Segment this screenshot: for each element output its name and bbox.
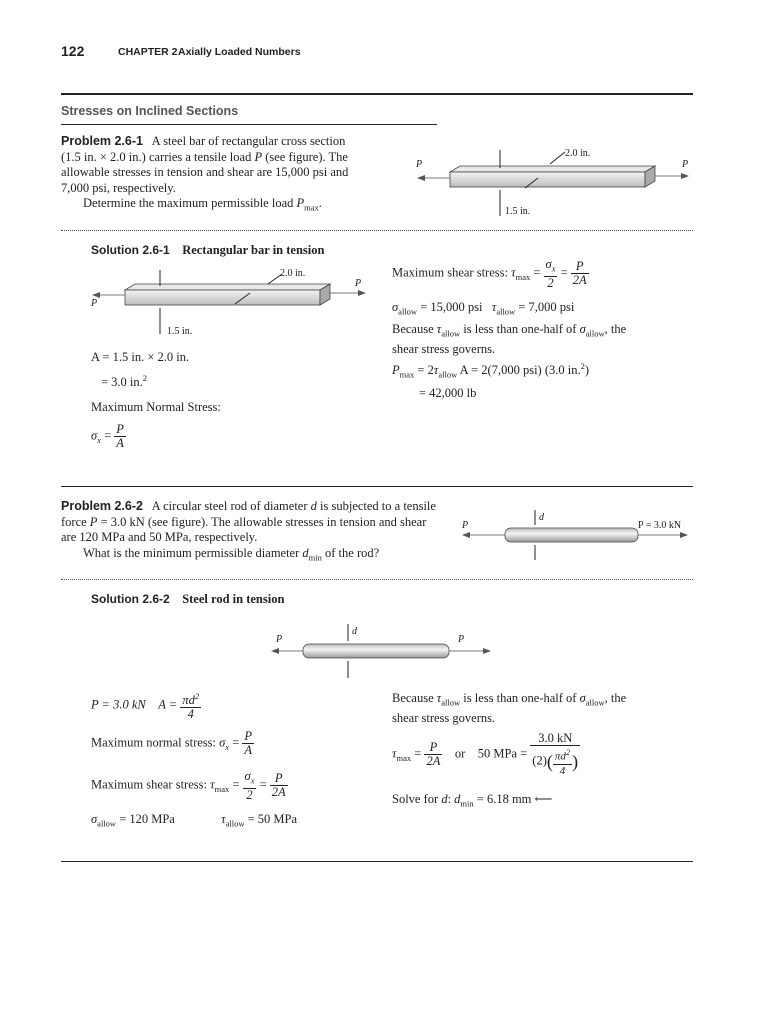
tau-allow-value: = 50 MPa — [244, 812, 298, 826]
normal-label: Maximum normal stress: — [91, 735, 220, 750]
problem-var: P — [254, 149, 263, 164]
allow-sub: allow — [441, 328, 461, 339]
dotted-separator — [61, 230, 693, 231]
solution-title: Rectangular bar in tension — [182, 243, 325, 257]
bar-front-face — [450, 172, 645, 187]
section-rule — [61, 124, 437, 125]
tau-allow-value: = 7,000 psi — [515, 300, 575, 314]
allow-sub: allow — [496, 306, 516, 317]
area-equation — [91, 350, 221, 450]
allow-sub: allow — [97, 818, 117, 829]
text: = 3.0 kN (see figure). The allowable stresses in tension and shear — [97, 514, 427, 529]
text: A = 2(7,000 psi) (3.0 in. — [457, 363, 581, 378]
problem-text: (see figure). The — [262, 149, 348, 164]
fig-label-p-right: P — [355, 278, 362, 289]
sigma-symbol: σ — [392, 300, 399, 314]
frac-num: P — [424, 741, 442, 755]
var: P — [89, 514, 98, 529]
frac-num: P — [116, 422, 124, 437]
shear-stress-eq: Maximum shear stress: $\tau_{max}$ = $\frac{\sigma_x}{2}$ = $\frac{P}{2A}$ — [392, 257, 587, 290]
fig-dim-top: 2.0 in. — [565, 148, 591, 159]
sub: x — [225, 741, 230, 752]
text: force — [61, 514, 90, 529]
sub: min — [308, 552, 322, 562]
frac-num: P — [571, 260, 589, 274]
fig-label-p-left: P — [416, 159, 423, 170]
shear-stress-eq-2: Maximum shear stress: $\tau_{max}$ = $\frac{\sigma_x}{2}$ = $\frac{P}{2A}$ — [91, 769, 286, 802]
problem-text: Determine the maximum permissible load — [83, 196, 297, 210]
section-title: Stresses on Inclined Sections — [61, 104, 239, 118]
bar-top-face — [450, 166, 655, 172]
problem-text: allowable stresses in tension and shear are 15,000 psi and — [61, 165, 349, 179]
frac-den: A — [244, 743, 253, 757]
text: ) — [584, 363, 590, 378]
text: : — [447, 792, 455, 806]
dim-leader-top — [550, 152, 565, 164]
allow-sub: allow — [585, 697, 605, 708]
text: Because — [392, 691, 437, 705]
rect-bar-figure — [410, 140, 700, 220]
sigma-symbol: σ — [91, 812, 98, 826]
p-symbol: P — [392, 363, 400, 378]
sup: 2 — [194, 691, 200, 701]
round-rod-figure-solution — [268, 620, 498, 680]
fig-dim-bottom: 1.5 in. — [505, 206, 531, 217]
allow-sub: allow — [441, 697, 461, 708]
text: A circular steel rod of diameter — [151, 499, 311, 513]
fig-label-p-right: P = 3.0 kN — [638, 520, 682, 531]
tau-symbol: τ — [436, 322, 442, 336]
page-number: 122 — [61, 43, 85, 59]
pmax-equation — [392, 361, 589, 401]
allow-sub: allow — [585, 328, 605, 339]
tau-symbol: τ — [433, 363, 439, 378]
bottom-rule — [61, 861, 693, 862]
sup: 2 — [580, 361, 585, 371]
area-line-1: A = 1.5 in. × 2.0 in. — [91, 350, 190, 364]
problem-var: P — [296, 196, 305, 210]
fig-label-d: d — [352, 626, 357, 637]
area-sup: 2 — [142, 373, 148, 383]
because-text-2 — [392, 691, 692, 726]
shear-label: Maximum shear stress: — [91, 777, 211, 792]
solution-label: Solution 2.6-1 — [91, 243, 170, 257]
shear-label: Maximum shear stress: — [392, 265, 512, 280]
text: are 120 MPa and 50 MPa, respectively. — [61, 530, 258, 544]
solve-result — [392, 791, 552, 809]
text: = 6.18 mm ⟵ — [473, 792, 553, 806]
sigma-sub: x — [97, 435, 101, 446]
tau-symbol: τ — [210, 777, 215, 792]
sigma-symbol: σ — [579, 322, 586, 336]
text: is less than one-half of — [460, 691, 580, 705]
frac-den: 2 — [547, 275, 554, 290]
text: Solve for — [392, 792, 442, 806]
fig-label-p-left: P — [276, 634, 283, 645]
text: shear stress governs. — [392, 341, 496, 356]
frac-den: 2A — [426, 754, 441, 769]
p-eq: P = 3.0 kN — [91, 697, 146, 712]
allowable-stresses-2 — [91, 812, 297, 829]
fig-label-p-left: P — [462, 520, 469, 531]
problem-text: 7,000 psi, respectively. — [61, 180, 176, 195]
tau-symbol: τ — [221, 812, 226, 826]
text: is subjected to a tensile — [316, 499, 436, 513]
fig-label-p-right: P — [458, 634, 465, 645]
rect-bar-figure-solution — [85, 262, 375, 342]
sub: max — [214, 784, 230, 795]
problem-text: . — [318, 196, 322, 210]
equals: = — [104, 428, 112, 443]
frac-num: πd — [182, 693, 195, 708]
solution-2-6-2-heading — [91, 592, 284, 607]
text: What is the minimum permissible diameter — [83, 545, 303, 560]
sub: min — [460, 798, 474, 809]
frac-num: 3.0 kN — [530, 732, 580, 746]
problem-text: A steel bar of rectangular cross section — [151, 134, 346, 148]
var: d — [454, 792, 461, 806]
mpa-text: 50 MPa = — [477, 746, 528, 761]
frac-den: 2A — [572, 273, 587, 288]
tmax-equation: $\tau_{max}$ = $\frac{P}{2A}$ or 50 MPa = 3.0 kN (2)( $\frac{\pi d^2}{4}$ ) — [392, 731, 579, 777]
normal-stress-eq — [91, 423, 221, 450]
text: of the rod? — [321, 545, 380, 560]
sup: 2 — [565, 747, 571, 757]
or-text: or — [454, 746, 466, 761]
header-rule — [61, 93, 693, 95]
frac-num: σ — [244, 769, 251, 783]
solution-title: Steel rod in tension — [182, 592, 285, 606]
text: is less than one-half of — [460, 322, 580, 336]
var: d — [310, 499, 317, 513]
text: Because — [392, 322, 437, 336]
fig-dim-bottom: 1.5 in. — [167, 326, 193, 337]
solution-2-6-1-heading — [91, 243, 324, 258]
fig-label-p-left: P — [91, 298, 98, 309]
fig-dim-top: 2.0 in. — [280, 268, 306, 279]
pmax-result: = 42,000 lb — [419, 385, 477, 400]
allowable-stresses — [392, 300, 574, 317]
allow-sub: allow — [225, 818, 245, 829]
allow-sub: allow — [398, 306, 418, 317]
tau-symbol: τ — [436, 691, 442, 705]
problem-2-6-1 — [61, 134, 441, 216]
chapter-title: Axially Loaded Numbers — [178, 46, 301, 58]
allow-sub: allow — [438, 369, 458, 380]
tau-symbol: τ — [392, 746, 397, 761]
frac-den: 4 — [559, 764, 566, 777]
sub: x — [250, 775, 255, 786]
fig-label-d: d — [539, 512, 544, 523]
normal-stress-label: Maximum Normal Stress: — [91, 400, 221, 415]
solution-label: Solution 2.6-2 — [91, 592, 170, 606]
var: d — [441, 792, 448, 806]
sigma-symbol: σ — [579, 691, 586, 705]
frac-num: P — [244, 729, 253, 743]
problem-label: Problem 2.6-2 — [61, 499, 143, 513]
normal-stress-eq-2: Maximum normal stress: $\sigma_x$ = $\frac{P}{A}$ — [91, 729, 253, 757]
dotted-separator-2 — [61, 579, 693, 580]
area-line-2: = 3.0 in. — [101, 375, 143, 390]
problem-text: (1.5 in. × 2.0 in.) carries a tensile load — [61, 149, 255, 164]
problem-label: Problem 2.6-1 — [61, 134, 143, 148]
text: , the — [604, 322, 627, 336]
frac-den: A — [116, 436, 124, 451]
fig-label-p-right: P — [682, 159, 689, 170]
frac-num-sub: x — [551, 263, 556, 274]
frac-num: σ — [545, 257, 552, 271]
text: shear stress governs. — [392, 710, 496, 725]
sigma-symbol: σ — [91, 428, 98, 443]
text: = 2 — [414, 363, 434, 378]
var: d — [302, 545, 309, 560]
pmax-sub: max — [399, 369, 415, 380]
sigma-allow-value: = 15,000 psi — [417, 300, 483, 314]
round-rod-figure — [455, 508, 695, 564]
text: , the — [604, 691, 627, 705]
problem-2-6-2 — [61, 499, 451, 566]
problem-sub: max — [304, 202, 319, 213]
sigma-symbol: σ — [219, 735, 226, 750]
frac-den: 2 — [246, 787, 253, 802]
p-and-area-eq — [91, 690, 201, 721]
frac-num: πd — [554, 750, 566, 763]
sigma-allow-value: = 120 MPa — [116, 812, 175, 826]
sub: max — [396, 753, 412, 764]
frac-num: P — [270, 772, 288, 786]
chapter-label: CHAPTER 2 — [118, 46, 178, 58]
a-eq: A = — [158, 697, 178, 712]
problem-separator — [61, 486, 693, 487]
frac-den: 4 — [187, 707, 194, 722]
text: (2) — [532, 753, 547, 768]
because-text — [392, 322, 692, 357]
tau-symbol: τ — [511, 265, 516, 280]
tau-symbol: τ — [491, 300, 497, 314]
frac-den: 2A — [271, 785, 286, 800]
tau-sub: max — [515, 272, 531, 283]
